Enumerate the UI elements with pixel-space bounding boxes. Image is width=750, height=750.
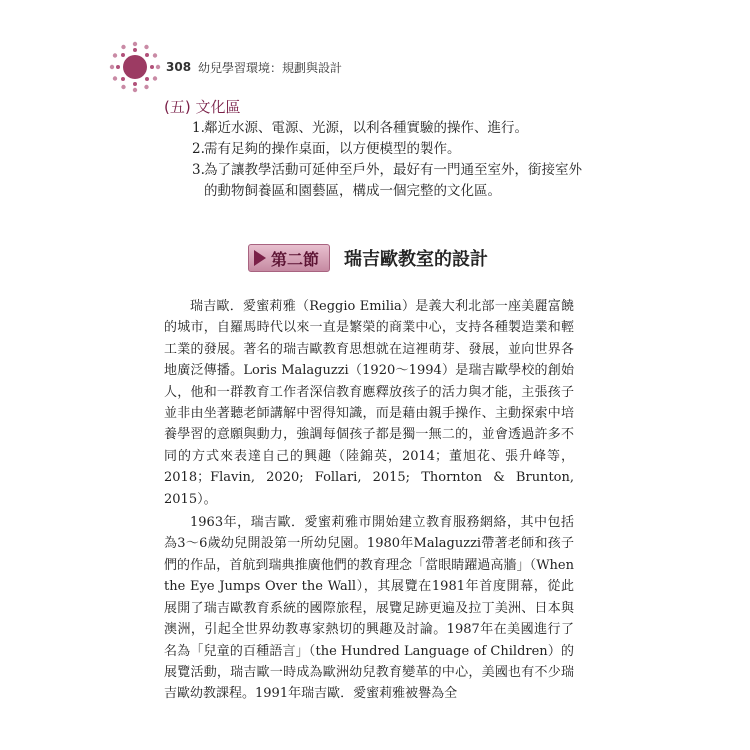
body-paragraph: 瑞吉歐．愛蜜莉雅（Reggio Emilia）是義大利北部一座美麗富饒的城市，自羅馬時代以來一直是繁榮的商業中心，支持各種製造業和輕工業的發展。著名的瑞吉歐教育思想就在這裡萌芽、發展，並向世界各地廣泛傳播。Loris Malaguzzi（1920～1994）是瑞吉歐學校的創始人，他和一群教育工作者深信教育應釋放孩子的活力與才能，主張孩子並非由坐著聽老師講解中習得知識，而是藉由親手操作、主動探索中培養學習的意願與動力，強調每個孩子都是獨一無二的，並會透過許多不同的方式來表達自己的興趣（陸錦英，2014；董旭花、張升峰等，2018；Flavin, 2020; Follari, 2015; Thornton & Brunton, 2015）。 <box>164 299 574 507</box>
requirements-list <box>192 118 592 202</box>
list-item <box>192 118 592 139</box>
list-item <box>192 139 592 160</box>
section-heading: (五) 文化區 <box>164 98 241 116</box>
chapter-label-box <box>248 244 330 272</box>
page-header <box>108 40 668 90</box>
body-text <box>164 296 574 705</box>
page-number: 308 <box>166 60 192 74</box>
flower-logo-icon <box>108 40 162 94</box>
chapter-title: 瑞吉歐教室的設計 <box>344 249 489 270</box>
list-item-text: 需有足夠的操作桌面，以方便模型的製作。 <box>204 141 461 157</box>
list-item <box>192 160 592 202</box>
list-item-number: 3. <box>192 162 205 178</box>
list-item-number: 1. <box>192 120 205 136</box>
chapter-label: 第二節 <box>271 249 320 269</box>
book-title: 幼兒學習環境：規劃與設計 <box>198 61 343 75</box>
chapter-banner <box>248 244 488 272</box>
arrow-right-icon <box>253 249 267 267</box>
body-paragraph: 1963年，瑞吉歐．愛蜜莉雅市開始建立教育服務網絡，其中包括為3～6歲幼兒開設第一所幼兒園。1980年Malaguzzi帶著老師和孩子們的作品，首航到瑞典推廣他們的教育理念「當眼睛躍過高牆」（When the Eye Jumps Over the Wall），其展覽在1981年首度開幕，從此展開了瑞吉歐教育系統的國際旅程，展覽足跡更遍及拉丁美洲、日本與澳洲，引起全世界幼教專家熱切的興趣及討論。1987年在美國進行了名為「兒童的百種語言」（the Hundred Language of Children）的展覽活動，瑞吉歐一時成為歐洲幼兒教育變革的中心，美國也有不少瑞吉歐幼教課程。1991年瑞吉歐．愛蜜莉雅被譽為全 <box>164 515 574 702</box>
list-item-text: 鄰近水源、電源、光源，以利各種實驗的操作、進行。 <box>204 120 528 136</box>
list-item-text: 為了讓教學活動可延伸至戶外，最好有一門通至室外，銜接室外的動物飼養區和園藝區，構成一個完整的文化區。 <box>204 162 582 199</box>
list-item-number: 2. <box>192 141 205 157</box>
